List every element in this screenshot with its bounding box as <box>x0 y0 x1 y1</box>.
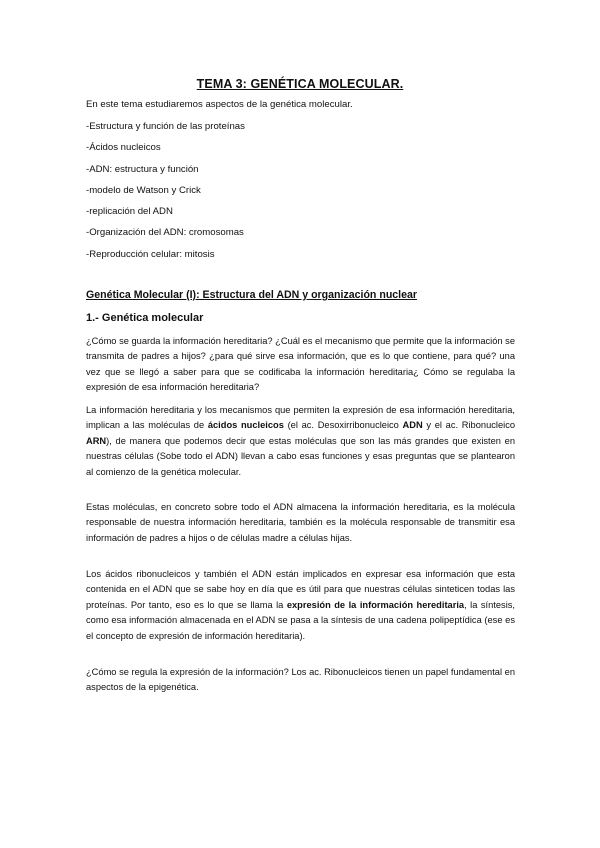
topic-item: -Ácidos nucleicos <box>86 142 161 153</box>
subsection-title: 1.- Genética molecular <box>86 312 204 324</box>
paragraph <box>86 500 515 546</box>
paragraph-text: ¿Cómo se regula la expresión de la información? Los ac. Ribonucleicos tienen un papel fundamental en aspectos de la epigenética. <box>86 667 515 693</box>
paragraph-text: ), de manera que podemos decir que estas moléculas que son las más grandes que existen en nuestras células (Sobe todo el ADN) llevan a cabo esas funciones y esas preguntas que se plantearon al comienzo de la genética molecular. <box>86 435 515 477</box>
paragraph <box>86 334 515 396</box>
topic-item: -Estructura y función de las proteínas <box>86 121 245 132</box>
topic-item: -replicación del ADN <box>86 206 173 217</box>
paragraph-text: , la síntesis, como esa información almacenada en el ADN se pasa a la síntesis de una cadena polipeptídica (ese es el concepto de expresión de información hereditaria). <box>86 599 515 641</box>
section-title: Genética Molecular (I): Estructura del ADN y organización nuclear <box>86 289 418 301</box>
topic-item: -ADN: estructura y función <box>86 164 199 175</box>
bold-term: ADN <box>402 420 423 431</box>
page-title: TEMA 3: GENÉTICA MOLECULAR. <box>196 77 404 91</box>
paragraph-text: y el ac. Ribonucleico <box>422 420 516 431</box>
paragraph <box>86 403 515 480</box>
topic-item: -Reproducción celular: mitosis <box>86 249 215 260</box>
bold-term: ácidos nucleicos <box>207 420 284 431</box>
paragraph-text: La información hereditaria y los mecanismos que permiten la expresión de esa información hereditaria, implican a las moléculas de <box>86 405 515 431</box>
paragraph-text: ¿Cómo se guarda la información hereditaria? ¿Cuál es el mecanismo que permite que la información se transmita de padres a hijos? ¿para qué sirve esa información, que es lo que contiene, para qué? una vez que se llegó a saber para que se codificaba la información hereditaria¿ Cómo se regulaba la expresión de esa información hereditaria? <box>86 336 515 393</box>
intro-text: En este tema estudiaremos aspectos de la genética molecular. <box>86 99 353 110</box>
paragraph-text: Estas moléculas, en concreto sobre todo el ADN almacena la información hereditaria, es la molécula responsable de nuestra información hereditaria, también es la molécula responsable de transmitir esa información de padres a hijos o de células madre a células hijas. <box>86 502 515 543</box>
bold-term: ARN <box>86 435 107 446</box>
paragraph <box>86 567 515 644</box>
paragraph-text: (el ac. Desoxirribonucleico <box>283 420 403 431</box>
paragraph-text: Los ácidos ribonucleicos y también el ADN están implicados en expresar esa información que esta contenida en el ADN que se sabe hoy en día que es útil para que nuestras células sinteticen todas las proteínas. Por tanto, eso es lo que se llama la <box>86 569 515 610</box>
topic-item: -modelo de Watson y Crick <box>86 185 201 196</box>
topic-item: -Organización del ADN: cromosomas <box>86 227 244 238</box>
bold-term: expresión de la información hereditaria <box>286 599 465 610</box>
paragraph <box>86 665 515 696</box>
